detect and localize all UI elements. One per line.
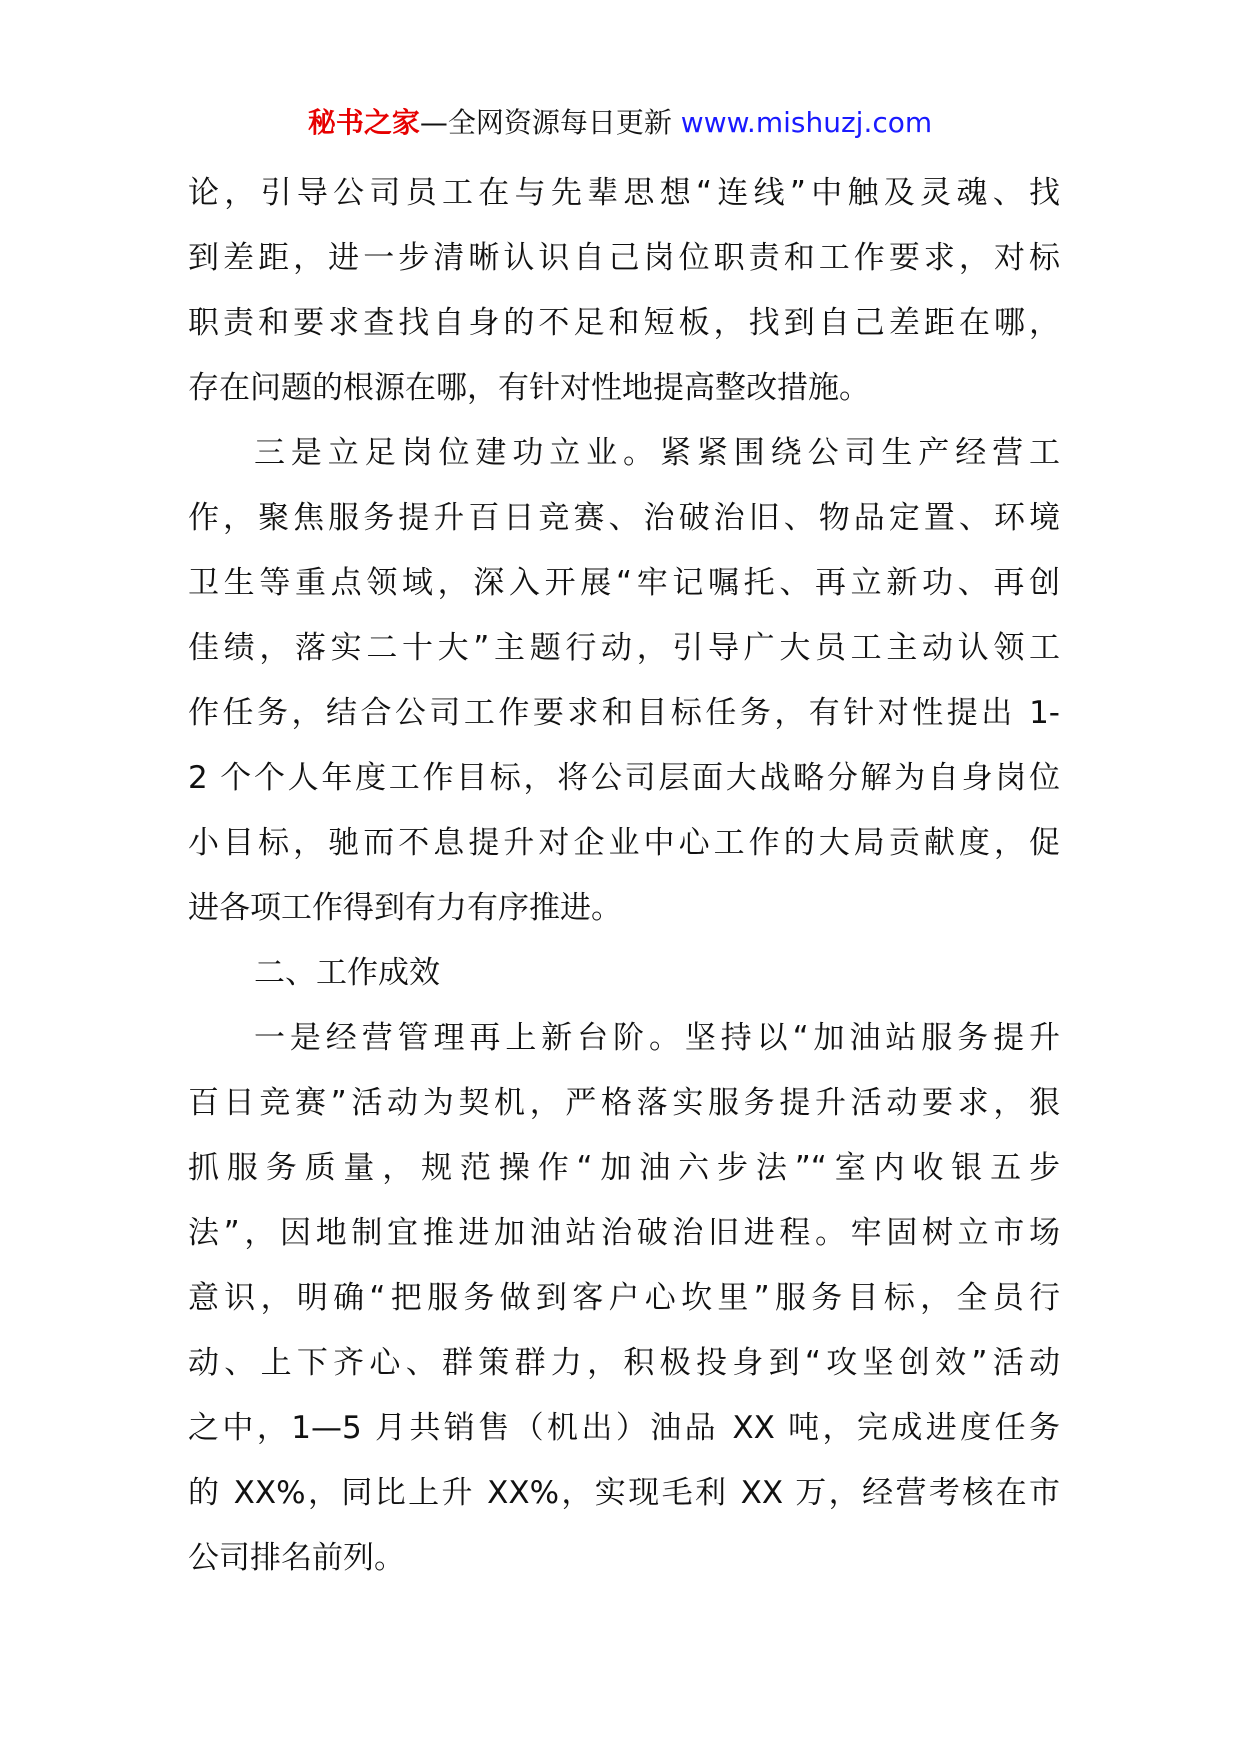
site-url-link[interactable]: www.mishuzj.com: [680, 106, 933, 139]
text-line: 2 个个人年度工作目标，将公司层面大战略分解为自身岗位: [188, 760, 1060, 796]
text-line: 二、工作成效: [254, 955, 440, 991]
text-line: 论，引导公司员工在与先辈思想“连线”中触及灵魂、找: [188, 175, 1060, 211]
paragraph-post-duty: [188, 421, 1060, 941]
text-line: 职责和要求查找自身的不足和短板，找到自己差距在哪，: [188, 305, 1060, 341]
text-line: 小目标，驰而不息提升对企业中心工作的大局贡献度，促: [188, 825, 1060, 861]
site-brand: 秘书之家: [307, 106, 420, 139]
text-line: 公司排名前列。: [188, 1540, 405, 1576]
text-line: 作任务，结合公司工作要求和目标任务，有针对性提出 1-: [188, 695, 1060, 731]
text-line: 一是经营管理再上新台阶。坚持以“加油站服务提升: [254, 1020, 1060, 1056]
text-line: 作，聚焦服务提升百日竞赛、治破治旧、物品定置、环境: [188, 500, 1060, 536]
document-body: [188, 161, 1060, 1591]
text-line: 意识，明确“把服务做到客户心坎里”服务目标，全员行: [188, 1280, 1060, 1316]
paragraph-operations: [188, 1006, 1060, 1591]
text-line: 法”，因地制宜推进加油站治破治旧进程。牢固树立市场: [188, 1215, 1060, 1251]
text-line: 到差距，进一步清晰认识自己岗位职责和工作要求，对标: [188, 240, 1060, 276]
text-line: 存在问题的根源在哪，有针对性地提高整改措施。: [188, 370, 870, 406]
text-line: 三是立足岗位建功立业。紧紧围绕公司生产经营工: [254, 435, 1060, 471]
site-header: [0, 100, 1240, 146]
text-line: 百日竞赛”活动为契机，严格落实服务提升活动要求，狠: [188, 1085, 1060, 1121]
text-line: 佳绩，落实二十大”主题行动，引导广大员工主动认领工: [188, 630, 1060, 666]
text-line: 之中，1—5 月共销售（机出）油品 XX 吨，完成进度任务: [188, 1410, 1060, 1446]
text-line: 动、上下齐心、群策群力，积极投身到“攻坚创效”活动: [188, 1345, 1060, 1381]
text-line: 进各项工作得到有力有序推进。: [188, 890, 622, 926]
section-heading: [188, 941, 1060, 1006]
text-line: 的 XX%，同比上升 XX%，实现毛利 XX 万，经营考核在市: [188, 1475, 1060, 1511]
site-tagline: —全网资源每日更新: [419, 106, 672, 139]
text-line: 卫生等重点领域，深入开展“牢记嘱托、再立新功、再创: [188, 565, 1060, 601]
text-line: 抓服务质量，规范操作“加油六步法”“室内收银五步: [188, 1150, 1060, 1186]
paragraph-continuation: [188, 161, 1060, 421]
